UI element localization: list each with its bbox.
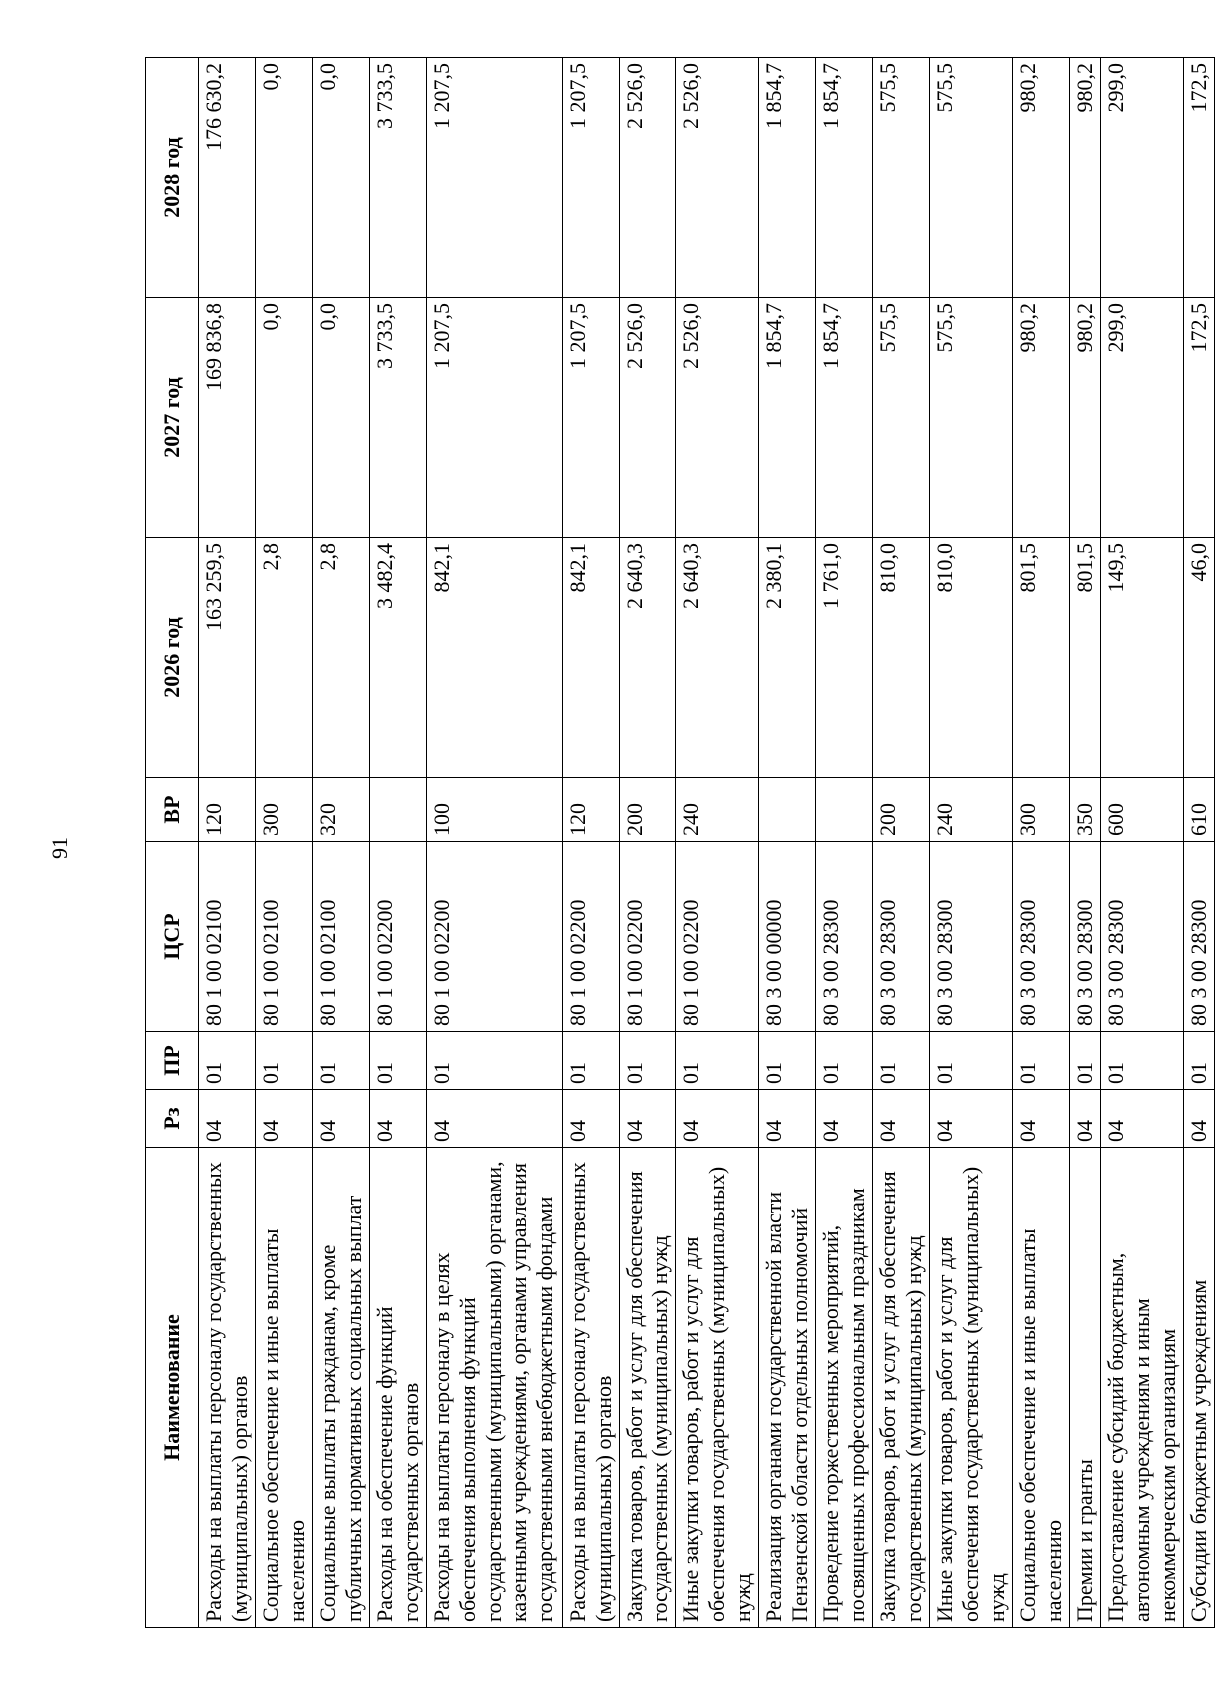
row-rz: 04 — [562, 1090, 619, 1148]
row-rz: 04 — [1100, 1090, 1183, 1148]
row-2027: 1 854,7 — [816, 298, 873, 538]
header-name: Наименование — [146, 1148, 199, 1628]
row-2028: 2 526,0 — [619, 58, 676, 298]
row-pr: 01 — [1100, 1032, 1183, 1090]
row-rz: 04 — [1069, 1090, 1100, 1148]
row-csr: 80 3 00 28300 — [1069, 842, 1100, 1032]
table-row — [1183, 58, 1214, 1628]
row-name: Реализация органами государственной власти Пензенской области отдельных полномочий — [759, 1148, 816, 1628]
table-row — [873, 58, 930, 1628]
row-2027: 980,2 — [1012, 298, 1069, 538]
row-csr: 80 1 00 02200 — [619, 842, 676, 1032]
page-number: 91 — [47, 837, 72, 859]
row-name: Субсидии бюджетным учреждениям — [1183, 1148, 1214, 1628]
row-rz: 04 — [1012, 1090, 1069, 1148]
table-row — [426, 58, 562, 1628]
row-pr: 01 — [255, 1032, 312, 1090]
row-name: Социальные выплаты гражданам, кроме публичных нормативных социальных выплат — [312, 1148, 369, 1628]
table-row — [816, 58, 873, 1628]
row-rz: 04 — [816, 1090, 873, 1148]
table-row — [1069, 58, 1100, 1628]
header-rz: Рз — [146, 1090, 199, 1148]
row-name: Иные закупки товаров, работ и услуг для обеспечения государственных (муниципальных) нужд — [930, 1148, 1013, 1628]
row-rz: 04 — [930, 1090, 1013, 1148]
row-rz: 04 — [1183, 1090, 1214, 1148]
row-vr: 300 — [255, 778, 312, 842]
row-csr: 80 3 00 28300 — [1100, 842, 1183, 1032]
row-2026: 842,1 — [562, 538, 619, 778]
row-2027: 2 526,0 — [676, 298, 759, 538]
row-2026: 810,0 — [930, 538, 1013, 778]
row-csr: 80 1 00 02100 — [255, 842, 312, 1032]
row-rz: 04 — [199, 1090, 256, 1148]
row-2028: 980,2 — [1069, 58, 1100, 298]
row-2026: 2,8 — [255, 538, 312, 778]
row-vr: 100 — [426, 778, 562, 842]
table-row — [199, 58, 256, 1628]
row-pr: 01 — [199, 1032, 256, 1090]
row-name: Премии и гранты — [1069, 1148, 1100, 1628]
row-2027: 575,5 — [873, 298, 930, 538]
row-2027: 172,5 — [1183, 298, 1214, 538]
row-2028: 1 854,7 — [816, 58, 873, 298]
row-2028: 3 733,5 — [369, 58, 426, 298]
table-row — [1100, 58, 1183, 1628]
row-2026: 2 640,3 — [619, 538, 676, 778]
row-2028: 575,5 — [930, 58, 1013, 298]
row-2026: 1 761,0 — [816, 538, 873, 778]
row-name: Расходы на выплаты персоналу государственных (муниципальных) органов — [199, 1148, 256, 1628]
header-2028: 2028 год — [146, 58, 199, 298]
table-row — [255, 58, 312, 1628]
row-2026: 2 640,3 — [676, 538, 759, 778]
row-rz: 04 — [619, 1090, 676, 1148]
row-csr: 80 3 00 28300 — [930, 842, 1013, 1032]
header-2027: 2027 год — [146, 298, 199, 538]
row-2027: 1 207,5 — [562, 298, 619, 538]
row-2026: 842,1 — [426, 538, 562, 778]
row-2028: 0,0 — [255, 58, 312, 298]
row-2027: 1 854,7 — [759, 298, 816, 538]
row-pr: 01 — [1183, 1032, 1214, 1090]
table-row — [562, 58, 619, 1628]
row-pr: 01 — [312, 1032, 369, 1090]
row-vr — [369, 778, 426, 842]
row-vr — [816, 778, 873, 842]
row-2027: 1 207,5 — [426, 298, 562, 538]
row-rz: 04 — [759, 1090, 816, 1148]
row-vr: 200 — [619, 778, 676, 842]
row-2028: 1 207,5 — [426, 58, 562, 298]
row-2028: 0,0 — [312, 58, 369, 298]
row-pr: 01 — [619, 1032, 676, 1090]
row-rz: 04 — [873, 1090, 930, 1148]
row-2028: 176 630,2 — [199, 58, 256, 298]
row-2027: 0,0 — [255, 298, 312, 538]
row-pr: 01 — [759, 1032, 816, 1090]
row-csr: 80 1 00 02200 — [426, 842, 562, 1032]
row-name: Расходы на выплаты персоналу государственных (муниципальных) органов — [562, 1148, 619, 1628]
row-2028: 1 854,7 — [759, 58, 816, 298]
row-2027: 299,0 — [1100, 298, 1183, 538]
row-2026: 810,0 — [873, 538, 930, 778]
row-2026: 3 482,4 — [369, 538, 426, 778]
row-2028: 299,0 — [1100, 58, 1183, 298]
row-csr: 80 1 00 02200 — [369, 842, 426, 1032]
row-2027: 0,0 — [312, 298, 369, 538]
row-csr: 80 1 00 02100 — [199, 842, 256, 1032]
row-csr: 80 3 00 00000 — [759, 842, 816, 1032]
table-row — [619, 58, 676, 1628]
row-name: Расходы на обеспечение функций государственных органов — [369, 1148, 426, 1628]
row-vr: 200 — [873, 778, 930, 842]
row-name: Социальное обеспечение и иные выплаты населению — [1012, 1148, 1069, 1628]
row-pr: 01 — [676, 1032, 759, 1090]
row-vr: 240 — [676, 778, 759, 842]
row-pr: 01 — [1012, 1032, 1069, 1090]
row-2026: 801,5 — [1069, 538, 1100, 778]
row-2027: 2 526,0 — [619, 298, 676, 538]
row-2027: 980,2 — [1069, 298, 1100, 538]
row-2028: 2 526,0 — [676, 58, 759, 298]
row-2026: 149,5 — [1100, 538, 1183, 778]
row-pr: 01 — [930, 1032, 1013, 1090]
row-vr: 610 — [1183, 778, 1214, 842]
row-pr: 01 — [1069, 1032, 1100, 1090]
row-vr: 120 — [199, 778, 256, 842]
header-row — [146, 58, 199, 1628]
row-csr: 80 3 00 28300 — [1183, 842, 1214, 1032]
row-vr: 320 — [312, 778, 369, 842]
row-2026: 46,0 — [1183, 538, 1214, 778]
row-name: Иные закупки товаров, работ и услуг для обеспечения государственных (муниципальных) нужд — [676, 1148, 759, 1628]
table-row — [312, 58, 369, 1628]
row-2026: 801,5 — [1012, 538, 1069, 778]
row-name: Закупка товаров, работ и услуг для обеспечения государственных (муниципальных) нужд — [619, 1148, 676, 1628]
row-2026: 2 380,1 — [759, 538, 816, 778]
row-2027: 575,5 — [930, 298, 1013, 538]
row-2026: 2,8 — [312, 538, 369, 778]
row-rz: 04 — [369, 1090, 426, 1148]
row-2028: 980,2 — [1012, 58, 1069, 298]
row-pr: 01 — [369, 1032, 426, 1090]
row-2028: 575,5 — [873, 58, 930, 298]
row-vr: 300 — [1012, 778, 1069, 842]
row-pr: 01 — [816, 1032, 873, 1090]
row-pr: 01 — [873, 1032, 930, 1090]
row-name: Социальное обеспечение и иные выплаты населению — [255, 1148, 312, 1628]
table-container — [145, 58, 1211, 1628]
row-csr: 80 3 00 28300 — [873, 842, 930, 1032]
row-name: Закупка товаров, работ и услуг для обеспечения государственных (муниципальных) нужд — [873, 1148, 930, 1628]
table-row — [676, 58, 759, 1628]
row-rz: 04 — [312, 1090, 369, 1148]
row-pr: 01 — [562, 1032, 619, 1090]
row-csr: 80 1 00 02100 — [312, 842, 369, 1032]
row-rz: 04 — [426, 1090, 562, 1148]
row-2028: 1 207,5 — [562, 58, 619, 298]
header-pr: ПР — [146, 1032, 199, 1090]
table-row — [930, 58, 1013, 1628]
row-2026: 163 259,5 — [199, 538, 256, 778]
row-csr: 80 3 00 28300 — [1012, 842, 1069, 1032]
row-pr: 01 — [426, 1032, 562, 1090]
row-csr: 80 3 00 28300 — [816, 842, 873, 1032]
budget-table — [145, 57, 1215, 1628]
row-csr: 80 1 00 02200 — [676, 842, 759, 1032]
row-name: Предоставление субсидий бюджетным, автономным учреждениям и иным некоммерческим организациям — [1100, 1148, 1183, 1628]
row-csr: 80 1 00 02200 — [562, 842, 619, 1032]
row-vr — [759, 778, 816, 842]
table-row — [1012, 58, 1069, 1628]
row-vr: 120 — [562, 778, 619, 842]
row-vr: 240 — [930, 778, 1013, 842]
row-2027: 169 836,8 — [199, 298, 256, 538]
row-2028: 172,5 — [1183, 58, 1214, 298]
table-row — [759, 58, 816, 1628]
table-row — [369, 58, 426, 1628]
header-csr: ЦСР — [146, 842, 199, 1032]
header-2026: 2026 год — [146, 538, 199, 778]
row-rz: 04 — [255, 1090, 312, 1148]
row-rz: 04 — [676, 1090, 759, 1148]
row-vr: 350 — [1069, 778, 1100, 842]
row-name: Расходы на выплаты персоналу в целях обеспечения выполнения функций государственными (муниципальными) органами, казенными учреждениями, органами управления государственными внебюджетными фондами — [426, 1148, 562, 1628]
header-vr: ВР — [146, 778, 199, 842]
row-2027: 3 733,5 — [369, 298, 426, 538]
row-vr: 600 — [1100, 778, 1183, 842]
row-name: Проведение торжественных мероприятий, посвященных профессиональным праздникам — [816, 1148, 873, 1628]
